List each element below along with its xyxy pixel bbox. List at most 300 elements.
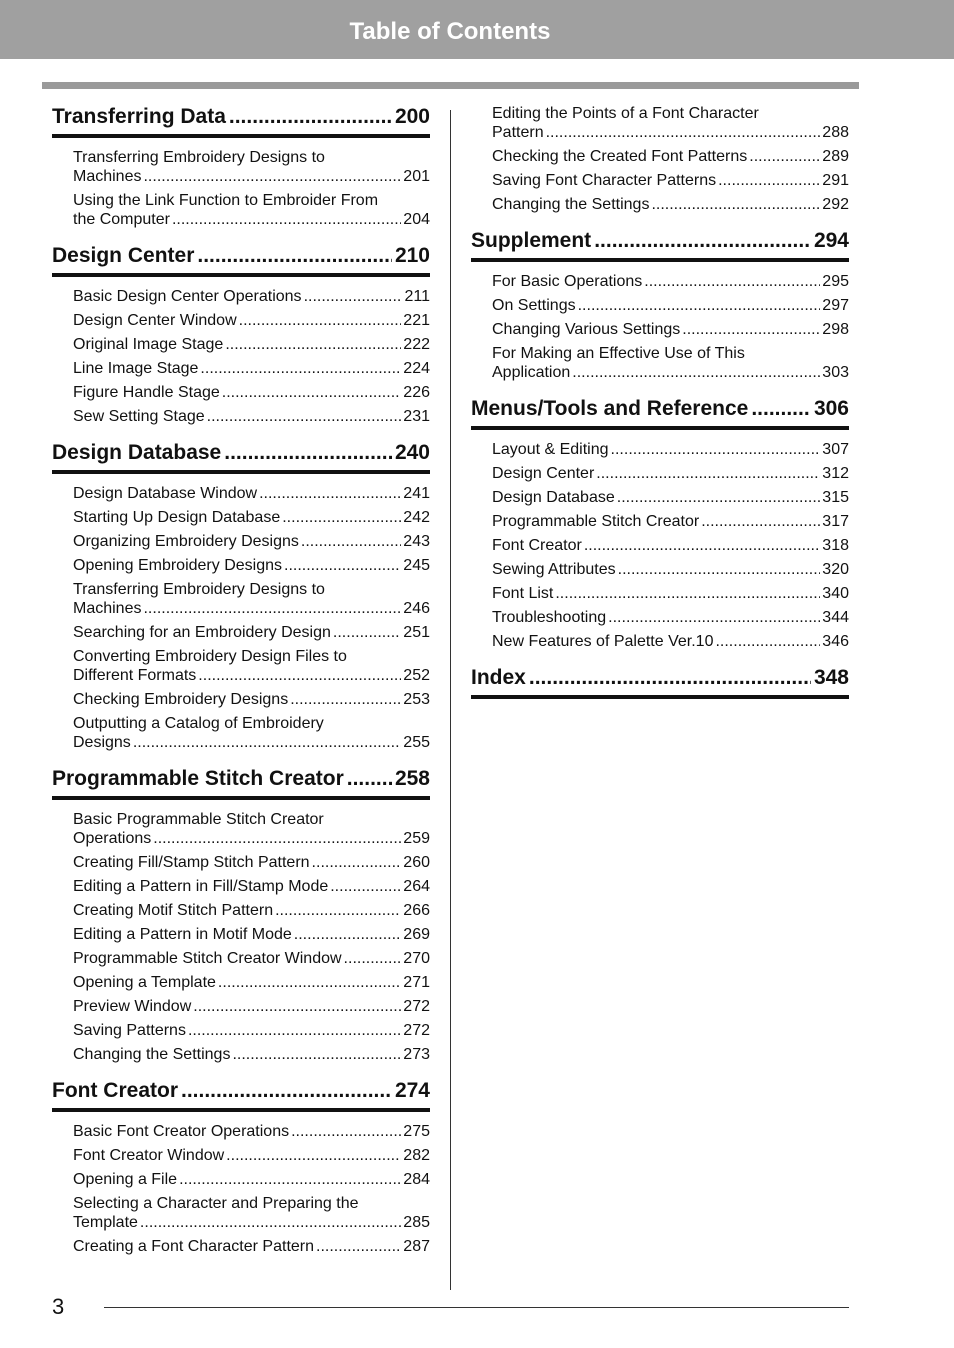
dot-leader <box>188 1021 401 1040</box>
entry-title: Font Creator Window <box>73 1147 225 1164</box>
entry-row <box>73 973 430 992</box>
dot-leader <box>179 1170 401 1189</box>
entry-page-number: 284 <box>403 1171 430 1188</box>
toc-entry[interactable] <box>73 359 430 378</box>
entry-row <box>73 556 430 575</box>
entry-title: Searching for an Embroidery Design <box>73 624 331 641</box>
toc-entry[interactable] <box>73 810 430 848</box>
entry-row <box>73 1021 430 1040</box>
section-title: Supplement <box>471 229 592 252</box>
toc-entry[interactable] <box>73 407 430 426</box>
section-heading[interactable] <box>52 243 430 277</box>
entry-page-number: 266 <box>403 902 430 919</box>
entry-title: Troubleshooting <box>492 609 607 626</box>
entry-row <box>73 407 430 426</box>
toc-entry[interactable] <box>492 320 849 339</box>
entry-page-number: 242 <box>403 509 430 526</box>
entry-page-number: 260 <box>403 854 430 871</box>
entry-title: Sew Setting Stage <box>73 408 205 425</box>
dot-leader <box>584 536 820 555</box>
dot-leader <box>226 1146 401 1165</box>
section-heading[interactable] <box>52 440 430 474</box>
right-sections <box>471 228 849 699</box>
section-heading[interactable] <box>52 104 430 138</box>
entry-page-number: 251 <box>403 624 430 641</box>
dot-leader <box>611 440 821 459</box>
dot-leader <box>294 925 402 944</box>
entry-title: Pattern <box>492 124 544 141</box>
entry-title: Changing Various Settings <box>492 321 681 338</box>
entry-row <box>492 584 849 603</box>
entry-page-number: 285 <box>403 1214 430 1231</box>
toc-entry[interactable] <box>73 714 430 752</box>
entry-title-line: Converting Embroidery Design Files to <box>73 648 347 665</box>
dot-leader <box>291 1122 401 1141</box>
dot-leader <box>617 488 821 507</box>
entry-list <box>52 287 430 426</box>
entry-page-number: 253 <box>403 691 430 708</box>
right-column <box>471 104 849 713</box>
toc-section <box>52 1078 430 1256</box>
column-divider <box>450 110 451 1290</box>
entry-row <box>73 508 430 527</box>
entry-page-number: 288 <box>822 124 849 141</box>
entry-title: Saving Font Character Patterns <box>492 172 717 189</box>
toc-entry[interactable] <box>73 647 430 685</box>
entry-list <box>52 1122 430 1256</box>
toc-entry[interactable] <box>73 1194 430 1232</box>
entry-row <box>492 440 849 459</box>
section-page-number: 200 <box>394 105 430 128</box>
entry-page-number: 282 <box>403 1147 430 1164</box>
toc-entry[interactable] <box>73 1170 430 1189</box>
entry-page-number: 295 <box>822 273 849 290</box>
toc-entry[interactable] <box>492 171 849 190</box>
entry-title: Layout & Editing <box>492 441 609 458</box>
entry-title-line: For Making an Effective Use of This <box>492 345 745 362</box>
dot-leader <box>200 359 401 378</box>
toc-entry[interactable] <box>492 147 849 166</box>
entry-row <box>73 829 430 848</box>
entry-page-number: 224 <box>403 360 430 377</box>
dot-leader <box>143 167 401 186</box>
toc-section <box>52 243 430 426</box>
dot-leader <box>133 733 401 752</box>
dot-leader <box>644 272 820 291</box>
entry-page-number: 297 <box>822 297 849 314</box>
entry-title: Font Creator <box>492 537 582 554</box>
entry-title: Basic Design Center Operations <box>73 288 302 305</box>
toc-entry[interactable] <box>73 508 430 527</box>
entry-list <box>52 810 430 1064</box>
dot-leader <box>232 1045 401 1064</box>
entry-title-line: Basic Programmable Stitch Creator <box>73 811 324 828</box>
dot-leader <box>651 195 820 214</box>
entry-row <box>492 464 849 483</box>
page-number: 3 <box>52 1294 65 1319</box>
entry-title: Creating Fill/Stamp Stitch Pattern <box>73 854 310 871</box>
entry-title: Design Center <box>492 465 595 482</box>
toc-entry[interactable] <box>73 690 430 709</box>
entry-list <box>52 484 430 752</box>
entry-title-line: Transferring Embroidery Designs to <box>73 149 325 166</box>
section-heading[interactable] <box>52 766 430 800</box>
entry-row <box>492 123 849 142</box>
section-heading[interactable] <box>52 1078 430 1112</box>
dot-leader <box>333 623 401 642</box>
dot-leader <box>749 147 820 166</box>
entry-row <box>73 1213 430 1232</box>
entry-page-number: 269 <box>403 926 430 943</box>
dot-leader <box>282 508 401 527</box>
entry-row <box>73 167 430 186</box>
toc-entry[interactable] <box>73 877 430 896</box>
dot-leader <box>224 440 392 466</box>
section-page-number: 306 <box>813 397 849 420</box>
dot-leader <box>316 1237 401 1256</box>
dot-leader <box>290 690 401 709</box>
entry-title: On Settings <box>492 297 576 314</box>
toc-entry[interactable] <box>492 272 849 291</box>
dot-leader <box>259 484 401 503</box>
dot-leader <box>578 296 821 315</box>
entry-row <box>73 733 430 752</box>
entry-page-number: 312 <box>822 465 849 482</box>
entry-title: Design Center Window <box>73 312 237 329</box>
entry-row <box>492 512 849 531</box>
entry-row <box>73 666 430 685</box>
entry-row <box>73 853 430 872</box>
toc-entry[interactable] <box>73 311 430 330</box>
entry-page-number: 201 <box>403 168 430 185</box>
entry-page-number: 272 <box>403 1022 430 1039</box>
toc-entry[interactable] <box>492 104 849 142</box>
dot-leader <box>143 599 401 618</box>
toc-entry[interactable] <box>492 584 849 603</box>
entry-title: Machines <box>73 168 142 185</box>
toc-entry[interactable] <box>73 901 430 920</box>
entry-page-number: 292 <box>822 196 849 213</box>
entry-title: Basic Font Creator Operations <box>73 1123 290 1140</box>
dot-leader <box>751 396 811 422</box>
dot-leader <box>608 608 820 627</box>
toc-entry[interactable] <box>73 532 430 551</box>
toc-entry[interactable] <box>492 488 849 507</box>
entry-title: Opening a File <box>73 1171 178 1188</box>
dot-leader <box>529 665 811 691</box>
dot-leader <box>225 335 401 354</box>
toc-entry[interactable] <box>492 536 849 555</box>
toc-entry[interactable] <box>73 580 430 618</box>
section-title: Font Creator <box>52 1079 178 1102</box>
toc-entry[interactable] <box>492 608 849 627</box>
dot-leader <box>572 363 820 382</box>
entry-title: Creating Motif Stitch Pattern <box>73 902 274 919</box>
toc-entry[interactable] <box>492 440 849 459</box>
toc-entry[interactable] <box>73 925 430 944</box>
entry-row <box>73 623 430 642</box>
entry-row <box>73 359 430 378</box>
entry-list <box>471 104 849 214</box>
entry-page-number: 246 <box>403 600 430 617</box>
entry-page-number: 315 <box>822 489 849 506</box>
dot-leader <box>275 901 401 920</box>
entry-page-number: 320 <box>822 561 849 578</box>
top-rule <box>42 82 859 89</box>
toc-entry[interactable] <box>492 195 849 214</box>
dot-leader <box>229 104 392 130</box>
section-title: Programmable Stitch Creator <box>52 767 344 790</box>
entry-title-line: Using the Link Function to Embroider From <box>73 192 379 209</box>
entry-page-number: 226 <box>403 384 430 401</box>
entry-row <box>492 171 849 190</box>
entry-row <box>492 560 849 579</box>
entry-list <box>471 272 849 382</box>
entry-page-number: 221 <box>403 312 430 329</box>
toc-entry[interactable] <box>73 335 430 354</box>
entry-page-number: 303 <box>822 364 849 381</box>
entry-title: Original Image Stage <box>73 336 224 353</box>
entry-page-number: 298 <box>822 321 849 338</box>
entry-title: New Features of Palette Ver.10 <box>492 633 714 650</box>
entry-page-number: 271 <box>403 974 430 991</box>
entry-row <box>73 901 430 920</box>
entry-row <box>492 320 849 339</box>
section-title: Transferring Data <box>52 105 226 128</box>
entry-row <box>73 599 430 618</box>
entry-page-number: 307 <box>822 441 849 458</box>
toc-entry[interactable] <box>73 1021 430 1040</box>
entry-row <box>73 383 430 402</box>
toc-entry[interactable] <box>492 632 849 651</box>
entry-title: Opening Embroidery Designs <box>73 557 282 574</box>
entry-title: Changing the Settings <box>492 196 650 213</box>
entry-row <box>73 1237 430 1256</box>
toc-entry[interactable] <box>73 148 430 186</box>
entry-title: Programmable Stitch Creator Window <box>73 950 342 967</box>
section-page-number: 210 <box>394 244 430 267</box>
dot-leader <box>347 766 392 792</box>
entry-row <box>73 287 430 306</box>
entry-title-line: Outputting a Catalog of Embroidery <box>73 715 324 732</box>
entry-page-number: 289 <box>822 148 849 165</box>
entry-title: Design Database <box>492 489 615 506</box>
section-title: Design Database <box>52 441 222 464</box>
entry-page-number: 318 <box>822 537 849 554</box>
entry-title: Editing a Pattern in Fill/Stamp Mode <box>73 878 329 895</box>
dot-leader <box>715 632 820 651</box>
dot-leader <box>284 556 401 575</box>
section-title: Index <box>471 666 526 689</box>
dot-leader <box>301 532 401 551</box>
entry-title-line: Selecting a Character and Preparing the <box>73 1195 359 1212</box>
entry-row <box>492 632 849 651</box>
section-page-number: 258 <box>394 767 430 790</box>
entry-title: Creating a Font Character Pattern <box>73 1238 315 1255</box>
entry-page-number: 287 <box>403 1238 430 1255</box>
entry-title: Figure Handle Stage <box>73 384 220 401</box>
dot-leader <box>239 311 402 330</box>
dot-leader <box>546 123 821 142</box>
entry-title: For Basic Operations <box>492 273 643 290</box>
entry-row <box>492 363 849 382</box>
section-page-number: 240 <box>394 441 430 464</box>
dot-leader <box>140 1213 401 1232</box>
entry-title: Organizing Embroidery Designs <box>73 533 299 550</box>
entry-row <box>73 335 430 354</box>
entry-title: Application <box>492 364 571 381</box>
entry-row <box>73 1045 430 1064</box>
section-page-number: 274 <box>394 1079 430 1102</box>
entry-title: Font List <box>492 585 554 602</box>
toc-section <box>471 228 849 382</box>
entry-row <box>73 997 430 1016</box>
entry-title: the Computer <box>73 211 170 228</box>
dot-leader <box>193 997 401 1016</box>
entry-title: Opening a Template <box>73 974 216 991</box>
section-title: Design Center <box>52 244 195 267</box>
dot-leader <box>344 949 402 968</box>
dot-leader <box>682 320 820 339</box>
entry-list <box>471 440 849 651</box>
entry-row <box>73 690 430 709</box>
dot-leader <box>618 560 821 579</box>
entry-row <box>492 272 849 291</box>
dot-leader <box>596 464 820 483</box>
entry-title: Designs <box>73 734 131 751</box>
dot-leader <box>222 383 402 402</box>
entry-page-number: 204 <box>403 211 430 228</box>
section-heading[interactable] <box>471 665 849 699</box>
entry-row <box>73 1170 430 1189</box>
entry-page-number: 272 <box>403 998 430 1015</box>
toc-entry[interactable] <box>492 560 849 579</box>
toc-entry[interactable] <box>73 973 430 992</box>
toc-entry[interactable] <box>73 1122 430 1141</box>
entry-title: Preview Window <box>73 998 192 1015</box>
entry-row <box>73 949 430 968</box>
entry-row <box>73 311 430 330</box>
dot-leader <box>701 512 820 531</box>
entry-page-number: 231 <box>403 408 430 425</box>
dot-leader <box>555 584 820 603</box>
entry-page-number: 259 <box>403 830 430 847</box>
toc-entry[interactable] <box>73 191 430 229</box>
toc-entry[interactable] <box>73 853 430 872</box>
entry-row <box>73 532 430 551</box>
toc-entry[interactable] <box>73 1237 430 1256</box>
section-heading[interactable] <box>471 228 849 262</box>
entry-title: Changing the Settings <box>73 1046 231 1063</box>
dot-leader <box>153 829 401 848</box>
toc-entry[interactable] <box>73 484 430 503</box>
entry-title: Operations <box>73 830 152 847</box>
entry-title: Sewing Attributes <box>492 561 616 578</box>
toc-entry[interactable] <box>492 296 849 315</box>
entry-row <box>492 147 849 166</box>
entry-row <box>492 488 849 507</box>
toc-entry[interactable] <box>73 556 430 575</box>
page-title: Table of Contents <box>349 18 551 45</box>
entry-title-line: Editing the Points of a Font Character <box>492 105 759 122</box>
entry-page-number: 255 <box>403 734 430 751</box>
dot-leader <box>172 210 401 229</box>
dot-leader <box>198 666 401 685</box>
entry-page-number: 317 <box>822 513 849 530</box>
entry-title: Template <box>73 1214 138 1231</box>
entry-page-number: 252 <box>403 667 430 684</box>
entry-page-number: 346 <box>822 633 849 650</box>
entry-title: Design Database Window <box>73 485 258 502</box>
toc-section <box>471 665 849 699</box>
entry-page-number: 275 <box>403 1123 430 1140</box>
entry-page-number: 340 <box>822 585 849 602</box>
entry-page-number: 273 <box>403 1046 430 1063</box>
toc-section <box>52 766 430 1064</box>
section-page-number: 348 <box>813 666 849 689</box>
toc-section <box>52 104 430 229</box>
dot-leader <box>718 171 820 190</box>
toc-entry[interactable] <box>492 344 849 382</box>
entry-page-number: 270 <box>403 950 430 967</box>
entry-row <box>73 210 430 229</box>
section-title: Menus/Tools and Reference <box>471 397 749 420</box>
entry-page-number: 243 <box>403 533 430 550</box>
entry-row <box>492 536 849 555</box>
dot-leader <box>304 287 403 306</box>
entry-title: Saving Patterns <box>73 1022 186 1039</box>
toc-entry[interactable] <box>73 1045 430 1064</box>
entry-title: Line Image Stage <box>73 360 199 377</box>
entry-row <box>492 195 849 214</box>
entry-title: Different Formats <box>73 667 197 684</box>
toc-entry[interactable] <box>73 997 430 1016</box>
entry-list <box>52 148 430 229</box>
entry-row <box>73 1146 430 1165</box>
toc-entry[interactable] <box>492 512 849 531</box>
section-heading[interactable] <box>471 396 849 430</box>
entry-title: Checking Embroidery Designs <box>73 691 289 708</box>
entry-row <box>73 925 430 944</box>
font-creator-continued <box>471 104 849 214</box>
entry-title: Machines <box>73 600 142 617</box>
entry-row <box>492 296 849 315</box>
entry-page-number: 245 <box>403 557 430 574</box>
entry-page-number: 344 <box>822 609 849 626</box>
footer-rule <box>104 1307 849 1308</box>
entry-title: Checking the Created Font Patterns <box>492 148 748 165</box>
entry-row <box>492 608 849 627</box>
entry-page-number: 211 <box>404 288 430 305</box>
left-column <box>52 104 430 1270</box>
toc-entry[interactable] <box>73 1146 430 1165</box>
dot-leader <box>330 877 401 896</box>
entry-page-number: 241 <box>403 485 430 502</box>
toc-entry[interactable] <box>73 949 430 968</box>
entry-row <box>73 484 430 503</box>
toc-section <box>52 440 430 752</box>
entry-page-number: 264 <box>403 878 430 895</box>
toc-entry[interactable] <box>492 464 849 483</box>
toc-entry[interactable] <box>73 623 430 642</box>
section-page-number: 294 <box>813 229 849 252</box>
dot-leader <box>181 1078 392 1104</box>
entry-title-line: Transferring Embroidery Designs to <box>73 581 325 598</box>
dot-leader <box>197 243 392 269</box>
entry-row <box>73 1122 430 1141</box>
toc-entry[interactable] <box>73 287 430 306</box>
toc-entry[interactable] <box>73 383 430 402</box>
